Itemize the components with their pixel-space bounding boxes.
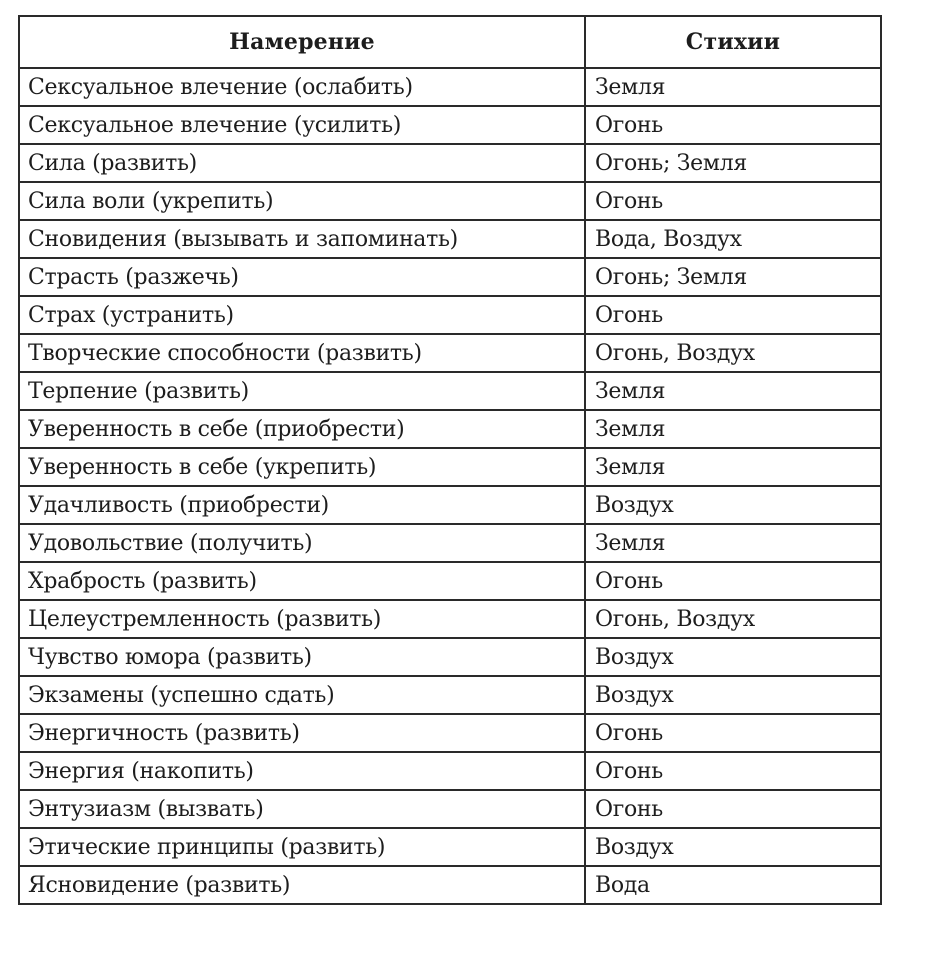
- elements-cell: Огонь, Воздух: [585, 334, 881, 372]
- elements-cell: Огонь: [585, 296, 881, 334]
- elements-cell: Земля: [585, 410, 881, 448]
- table-row: [19, 562, 881, 600]
- intent-cell: Энтузиазм (вызвать): [19, 790, 585, 828]
- intent-cell: Чувство юмора (развить): [19, 638, 585, 676]
- table-row: [19, 334, 881, 372]
- table-row: [19, 410, 881, 448]
- table-row: [19, 106, 881, 144]
- elements-cell: Воздух: [585, 638, 881, 676]
- elements-cell: Огонь: [585, 714, 881, 752]
- intent-cell: Энергия (накопить): [19, 752, 585, 790]
- table-row: [19, 296, 881, 334]
- table-row: [19, 676, 881, 714]
- intent-cell: Сексуальное влечение (усилить): [19, 106, 585, 144]
- table-row: [19, 144, 881, 182]
- table-header-row: [19, 16, 881, 68]
- table-row: [19, 524, 881, 562]
- header-elements: Стихии: [585, 16, 881, 68]
- table-row: [19, 828, 881, 866]
- table-row: [19, 752, 881, 790]
- elements-cell: Огонь: [585, 562, 881, 600]
- table-row: [19, 714, 881, 752]
- intent-cell: Сновидения (вызывать и запоминать): [19, 220, 585, 258]
- intent-cell: Сила воли (укрепить): [19, 182, 585, 220]
- intent-elements-table: [18, 15, 882, 905]
- table-row: [19, 866, 881, 904]
- intent-cell: Страх (устранить): [19, 296, 585, 334]
- elements-cell: Огонь: [585, 790, 881, 828]
- intent-cell: Удовольствие (получить): [19, 524, 585, 562]
- intent-cell: Творческие способности (развить): [19, 334, 585, 372]
- elements-cell: Воздух: [585, 486, 881, 524]
- intent-cell: Храбрость (развить): [19, 562, 585, 600]
- elements-cell: Огонь; Земля: [585, 144, 881, 182]
- elements-cell: Огонь: [585, 752, 881, 790]
- elements-cell: Огонь: [585, 182, 881, 220]
- intent-cell: Уверенность в себе (приобрести): [19, 410, 585, 448]
- elements-cell: Огонь: [585, 106, 881, 144]
- table-row: [19, 220, 881, 258]
- intent-cell: Экзамены (успешно сдать): [19, 676, 585, 714]
- elements-cell: Вода: [585, 866, 881, 904]
- intent-cell: Энергичность (развить): [19, 714, 585, 752]
- elements-cell: Земля: [585, 524, 881, 562]
- table-row: [19, 182, 881, 220]
- intent-cell: Сила (развить): [19, 144, 585, 182]
- table-row: [19, 486, 881, 524]
- elements-cell: Воздух: [585, 676, 881, 714]
- intent-cell: Уверенность в себе (укрепить): [19, 448, 585, 486]
- intent-cell: Страсть (разжечь): [19, 258, 585, 296]
- elements-cell: Воздух: [585, 828, 881, 866]
- table-row: [19, 372, 881, 410]
- table-row: [19, 638, 881, 676]
- intent-cell: Ясновидение (развить): [19, 866, 585, 904]
- elements-cell: Земля: [585, 448, 881, 486]
- header-intent: Намерение: [19, 16, 585, 68]
- table-row: [19, 258, 881, 296]
- intent-cell: Этические принципы (развить): [19, 828, 585, 866]
- intent-cell: Целеустремленность (развить): [19, 600, 585, 638]
- table-row: [19, 600, 881, 638]
- elements-cell: Земля: [585, 372, 881, 410]
- intent-cell: Терпение (развить): [19, 372, 585, 410]
- elements-cell: Вода, Воздух: [585, 220, 881, 258]
- table-row: [19, 448, 881, 486]
- elements-cell: Огонь, Воздух: [585, 600, 881, 638]
- intent-cell: Удачливость (приобрести): [19, 486, 585, 524]
- intent-cell: Сексуальное влечение (ослабить): [19, 68, 585, 106]
- table-row: [19, 68, 881, 106]
- table-row: [19, 790, 881, 828]
- elements-cell: Земля: [585, 68, 881, 106]
- elements-cell: Огонь; Земля: [585, 258, 881, 296]
